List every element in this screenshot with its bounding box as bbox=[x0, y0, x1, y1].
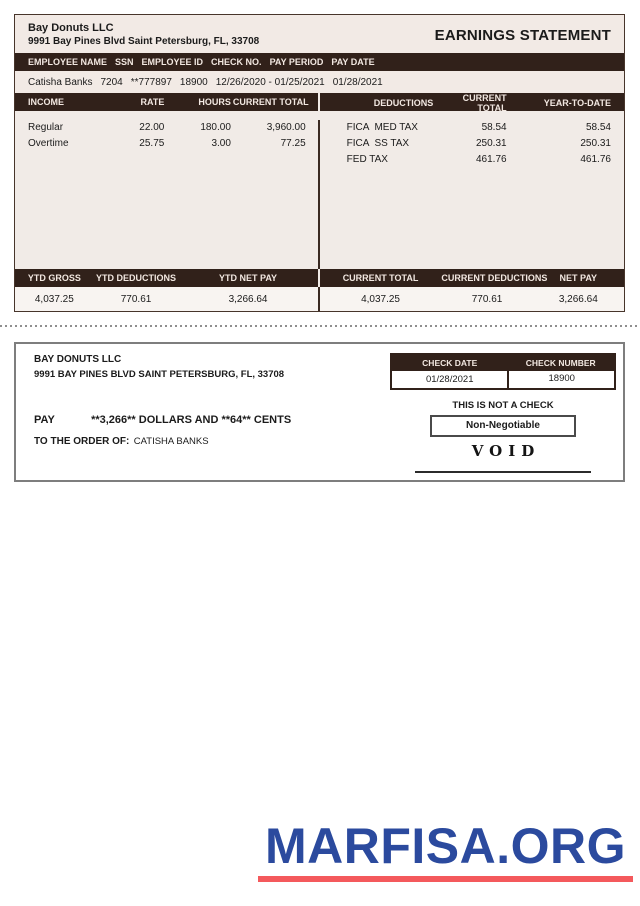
pay-date-value: 01/28/2021 bbox=[332, 76, 383, 88]
income-header bbox=[15, 93, 318, 111]
deduction-row bbox=[320, 152, 624, 168]
deduction-label: FICA MED TAX bbox=[346, 122, 418, 133]
current-total-value: 461.76 bbox=[476, 154, 507, 165]
check-table-values bbox=[392, 371, 614, 388]
employee-name-value: Catisha Banks bbox=[28, 76, 93, 88]
column-header: CURRENT DEDUCTIONS bbox=[441, 273, 548, 283]
column-header: PAY DATE bbox=[331, 57, 375, 67]
column-header: INCOME bbox=[28, 97, 64, 107]
pay-label: PAY bbox=[34, 414, 55, 426]
income-row bbox=[15, 120, 318, 136]
employee-id-value: **777897 bbox=[130, 76, 172, 88]
column-header: CURRENT TOTAL bbox=[342, 273, 419, 283]
income-label: Regular bbox=[28, 122, 64, 133]
column-header: HOURS bbox=[198, 97, 231, 107]
check-right-column bbox=[390, 353, 616, 473]
signature-line bbox=[415, 471, 591, 473]
current-totals-header bbox=[318, 269, 624, 287]
order-of-label: TO THE ORDER OF: bbox=[34, 436, 130, 447]
pay-amount-line bbox=[34, 414, 291, 426]
site-logo-text: MARFISA.ORG bbox=[264, 818, 627, 874]
ytd-deductions-value: 770.61 bbox=[120, 293, 152, 305]
current-total-value: 3,960.00 bbox=[266, 122, 306, 133]
column-header: RATE bbox=[140, 97, 165, 107]
column-header: EMPLOYEE NAME bbox=[28, 57, 108, 67]
ytd-value: 250.31 bbox=[580, 138, 611, 149]
pay-period-value: 12/26/2020 - 01/25/2021 bbox=[215, 76, 325, 88]
deductions-header bbox=[318, 93, 624, 111]
ytd-totals-header bbox=[15, 269, 318, 287]
earnings-statement bbox=[14, 14, 625, 312]
logo-underline bbox=[258, 876, 633, 882]
income-rows bbox=[15, 120, 318, 269]
not-a-check-text: THIS IS NOT A CHECK bbox=[452, 400, 554, 411]
column-header: DEDUCTIONS bbox=[373, 98, 434, 108]
deduction-row bbox=[320, 136, 624, 152]
non-negotiable-box: Non-Negotiable bbox=[430, 415, 576, 437]
deduction-label: FICA SS TAX bbox=[346, 138, 410, 149]
perforation-divider bbox=[0, 325, 640, 327]
column-header: NET PAY bbox=[559, 273, 598, 283]
hours-value: 3.00 bbox=[211, 138, 231, 149]
column-header: CHECK NO. bbox=[211, 57, 262, 67]
column-header: YEAR-TO-DATE bbox=[543, 98, 611, 108]
net-pay-value: 3,266.64 bbox=[558, 293, 598, 305]
employee-header-row bbox=[15, 53, 624, 71]
statement-title: EARNINGS STATEMENT bbox=[434, 27, 611, 44]
payee-name: CATISHA BANKS bbox=[133, 436, 209, 447]
current-totals-values bbox=[318, 287, 624, 311]
income-label: Overtime bbox=[28, 138, 69, 149]
deduction-row bbox=[320, 120, 624, 136]
column-header: SSN bbox=[115, 57, 134, 67]
employee-data-row bbox=[15, 71, 624, 93]
check-company-address: 9991 BAY PINES BLVD SAINT PETERSBURG, FL, 33708 bbox=[34, 369, 285, 380]
income-deductions-body bbox=[15, 111, 624, 269]
ytd-value: 58.54 bbox=[585, 122, 611, 133]
ssn-value: 7204 bbox=[100, 76, 123, 88]
ytd-gross-value: 4,037.25 bbox=[34, 293, 74, 305]
current-total-value: 250.31 bbox=[476, 138, 507, 149]
deduction-rows bbox=[318, 120, 624, 269]
ytd-totals-values bbox=[15, 287, 318, 311]
income-deductions-header bbox=[15, 93, 624, 111]
pay-amount-words: **3,266** DOLLARS AND **64** CENTS bbox=[91, 414, 292, 426]
column-header: YTD DEDUCTIONS bbox=[96, 273, 177, 283]
pay-to-order-line bbox=[34, 436, 209, 447]
company-block bbox=[28, 22, 259, 47]
void-stamp: VOID bbox=[471, 442, 541, 460]
ytd-net-pay-value: 3,266.64 bbox=[228, 293, 268, 305]
site-logo bbox=[258, 820, 633, 882]
check-date-value: 01/28/2021 bbox=[425, 374, 474, 385]
check-number-label: CHECK NUMBER bbox=[525, 358, 596, 368]
check-date-label: CHECK DATE bbox=[422, 358, 478, 368]
check-company-name: BAY DONUTS LLC bbox=[34, 354, 122, 365]
ytd-value: 461.76 bbox=[580, 154, 611, 165]
current-total-value: 58.54 bbox=[481, 122, 507, 133]
company-address: 9991 Bay Pines Blvd Saint Petersburg, FL, 33708 bbox=[28, 36, 260, 47]
check-stub bbox=[14, 342, 625, 482]
check-no-value: 18900 bbox=[179, 76, 208, 88]
statement-header bbox=[15, 15, 624, 53]
column-header: CURRENT TOTAL bbox=[232, 97, 309, 107]
deduction-label: FED TAX bbox=[346, 154, 388, 165]
check-number-value: 18900 bbox=[507, 371, 614, 388]
current-total-value: 77.25 bbox=[280, 138, 306, 149]
column-header: YTD GROSS bbox=[27, 273, 81, 283]
rate-value: 25.75 bbox=[139, 138, 165, 149]
rate-value: 22.00 bbox=[139, 122, 165, 133]
current-deductions-value: 770.61 bbox=[471, 293, 503, 305]
column-header: CURRENT TOTAL bbox=[462, 93, 507, 113]
column-header: YTD NET PAY bbox=[219, 273, 278, 283]
hours-value: 180.00 bbox=[200, 122, 231, 133]
totals-header-row bbox=[15, 269, 624, 287]
check-table-header bbox=[392, 355, 614, 371]
income-row bbox=[15, 136, 318, 152]
column-header: EMPLOYEE ID bbox=[141, 57, 204, 67]
check-date-number-table bbox=[390, 353, 616, 390]
current-total-value: 4,037.25 bbox=[361, 293, 400, 305]
company-name: Bay Donuts LLC bbox=[28, 22, 114, 34]
totals-value-row bbox=[15, 287, 624, 311]
column-header: PAY PERIOD bbox=[269, 57, 324, 67]
